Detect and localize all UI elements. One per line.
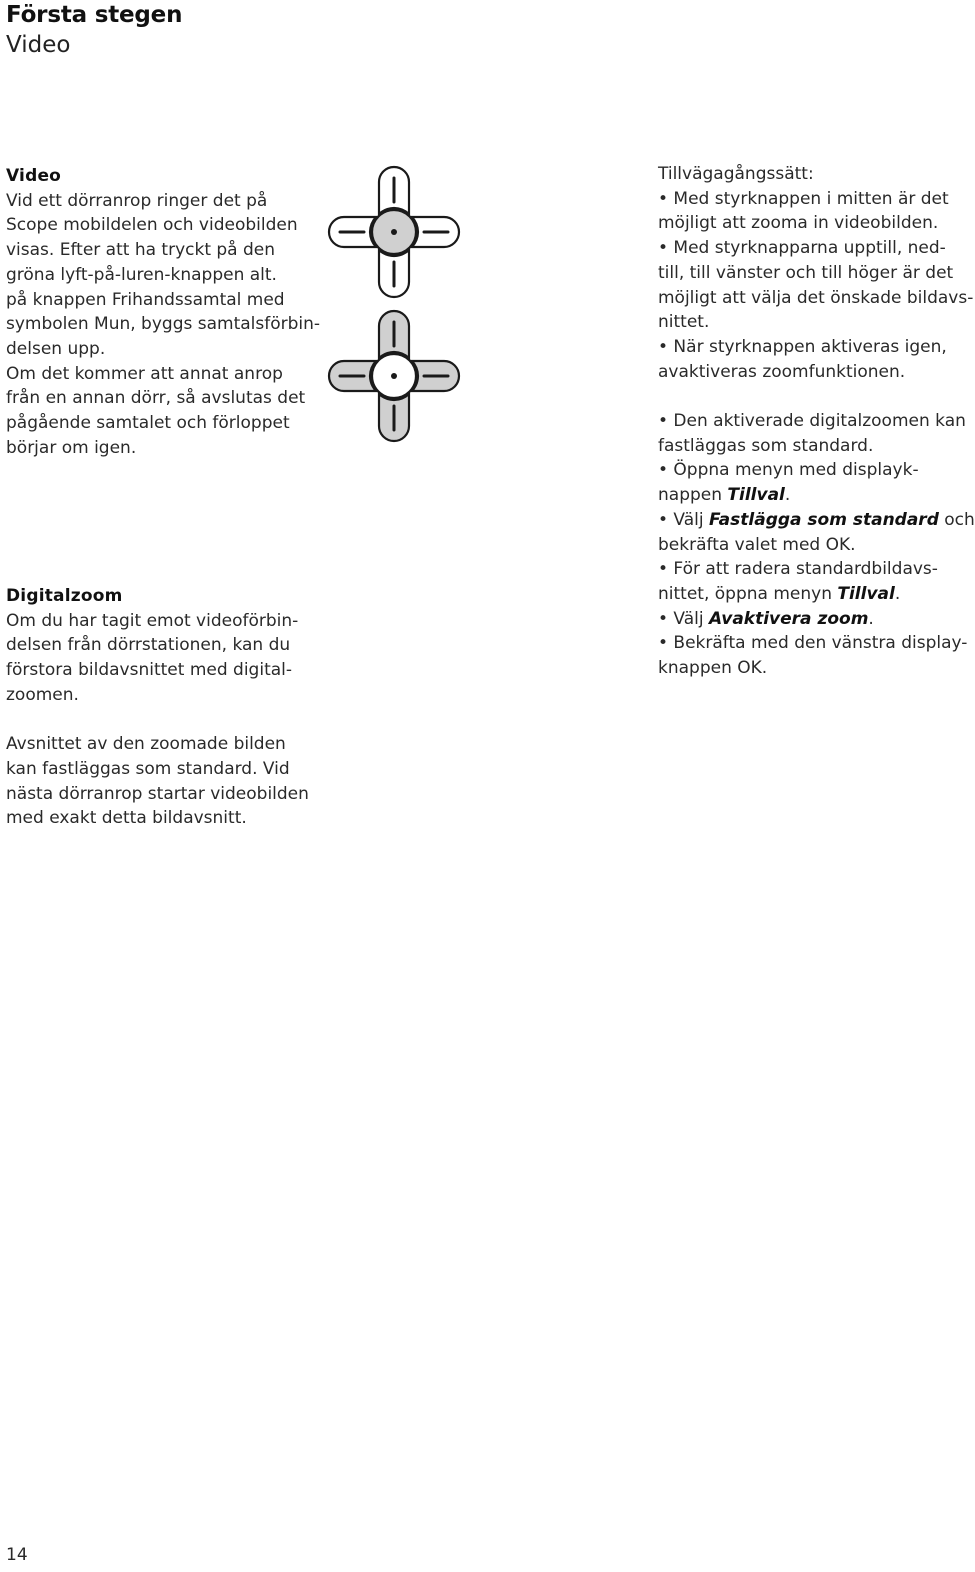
bullet-line: [658, 508, 975, 533]
text-segment: .: [784, 485, 791, 506]
text-line: från en annan dörr, så avslutas det: [6, 388, 306, 409]
text-line: bekräfta valet med OK.: [658, 534, 856, 555]
text-line: möjligt att zooma in videobilden.: [658, 213, 939, 234]
video-heading: Video: [6, 166, 62, 186]
menu-option-fastlagga: Fastlägga som standard: [709, 509, 939, 530]
text-line: nittet.: [658, 312, 710, 333]
text-line: förstora bildavsnittet med digital-: [6, 660, 293, 681]
menu-name-tillval: Tillval: [727, 485, 785, 506]
text-line: Om det kommer att annat anrop: [6, 363, 283, 384]
text-line: knappen OK.: [658, 658, 768, 679]
text-line: på knappen Frihandssamtal med: [6, 289, 285, 310]
page-number: 14: [6, 1545, 28, 1565]
text-line: delsen från dörrstationen, kan du: [6, 635, 291, 656]
text-segment: .: [868, 608, 874, 629]
text-segment: • Välj: [658, 509, 710, 530]
text-line: fastläggas som standard.: [658, 435, 874, 456]
standard-paragraph: [6, 732, 326, 831]
right-column: [658, 162, 975, 681]
text-line: Om du har tagit emot videoförbin-: [6, 610, 299, 631]
text-line: zoomen.: [6, 684, 79, 705]
procedure-intro: Tillvägagångssätt:: [658, 164, 814, 184]
page-header: [6, 0, 182, 60]
bullet-line: • För att radera standardbildavs-: [658, 559, 938, 580]
digitalzoom-paragraph: [6, 609, 326, 708]
text-line: [658, 483, 960, 508]
text-segment: nappen: [658, 485, 728, 506]
text-line: möjligt att välja det önskade bildavs-: [658, 287, 974, 308]
text-line: börjar om igen.: [6, 437, 137, 458]
text-line: pågående samtalet och förloppet: [6, 413, 290, 434]
bullet-line: • Bekräfta med den vänstra display-: [658, 633, 968, 654]
text-segment: • Välj: [658, 608, 710, 629]
text-line: gröna lyft-på-luren-knappen alt.: [6, 264, 277, 285]
text-line: delsen upp.: [6, 338, 106, 359]
text-segment: .: [894, 583, 901, 604]
menu-name-tillval: Tillval: [837, 583, 895, 604]
text-line: med exakt detta bildavsnitt.: [6, 808, 247, 829]
text-segment: nittet, öppna menyn: [658, 583, 838, 604]
text-line: kan fastläggas som standard. Vid: [6, 758, 290, 779]
video-paragraph: [6, 189, 326, 461]
dpad-directions-highlighted-icon: [330, 312, 458, 440]
bullet-line: • När styrknappen aktiveras igen,: [658, 336, 947, 357]
bullet-line: • Öppna menyn med displayk-: [658, 460, 919, 481]
left-column: [6, 164, 326, 831]
text-segment: och: [938, 509, 975, 530]
text-line: avaktiveras zoomfunktionen.: [658, 361, 906, 382]
text-line: Vid ett dörranrop ringer det på: [6, 190, 268, 211]
text-line: visas. Efter att ha tryckt på den: [6, 240, 276, 261]
text-line: Avsnittet av den zoomade bilden: [6, 734, 286, 755]
text-line: Scope mobildelen och videobilden: [6, 215, 298, 236]
dpad-center-highlighted-icon: [330, 168, 458, 296]
bullet-line: • Med styrknappen i mitten är det: [658, 188, 949, 209]
section-subtitle: Video: [6, 32, 71, 58]
text-line: nästa dörranrop startar videobilden: [6, 783, 309, 804]
text-line: symbolen Mun, byggs samtalsförbin-: [6, 314, 321, 335]
menu-option-avaktivera: Avaktivera zoom: [709, 608, 869, 629]
text-line: till, till vänster och till höger är det: [658, 262, 954, 283]
bullet-line: • Med styrknapparna upptill, ned-: [658, 238, 946, 259]
text-line: [658, 582, 960, 607]
digitalzoom-heading: Digitalzoom: [6, 585, 123, 606]
bullet-line: [658, 607, 960, 632]
section-title: Första stegen: [6, 2, 183, 28]
bullet-line: • Den aktiverade digitalzoomen kan: [658, 411, 966, 432]
